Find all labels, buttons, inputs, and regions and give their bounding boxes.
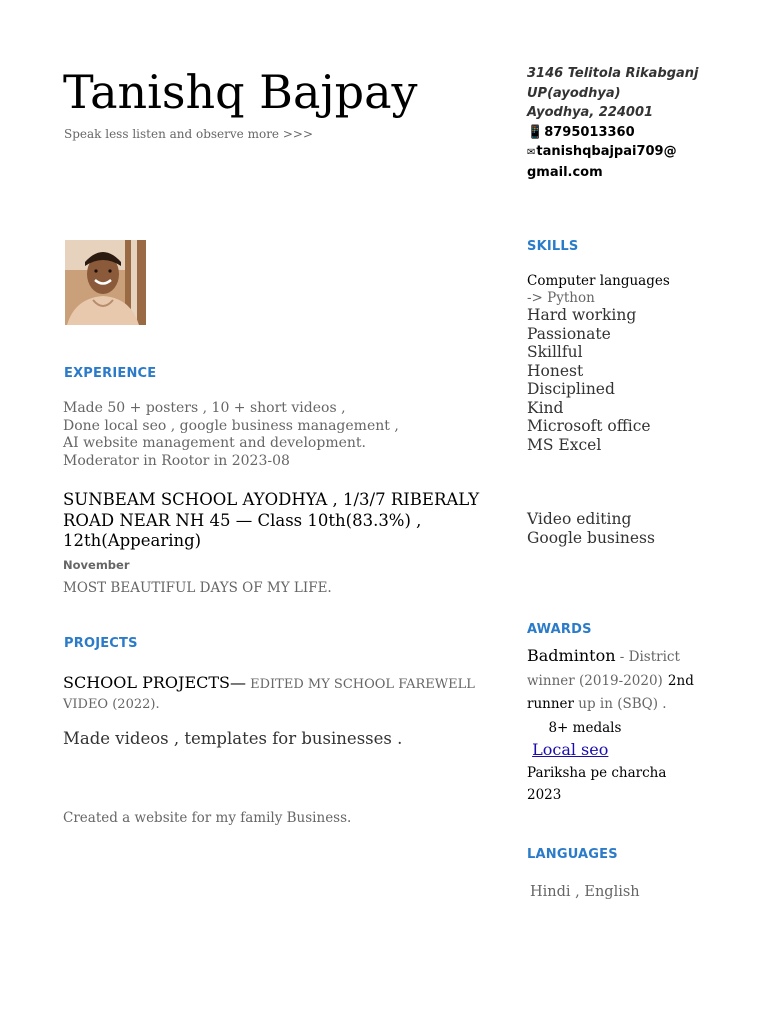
skill-item: Honest (527, 361, 584, 380)
award-pariksha: Pariksha pe charcha 2023 (527, 765, 667, 803)
candidate-name: Tanishq Bajpay (63, 65, 418, 119)
skill-item: Skillful (527, 343, 583, 361)
skills-list (527, 272, 727, 454)
contact-block (527, 64, 707, 182)
award-district: - District winner (527, 649, 680, 689)
skill-item: Microsoft office (527, 417, 651, 435)
skill-item: Kind (527, 398, 564, 417)
address-line-1: 3146 Telitola Rikabganj (527, 66, 699, 81)
address-line-3: Ayodhya, 224001 (527, 105, 654, 120)
skill-item: Hard working (527, 306, 637, 324)
experience-line: AI website management and development. (63, 435, 366, 452)
school-date: November (63, 558, 130, 572)
phone-row (527, 123, 707, 143)
skill-item: Video editing (527, 510, 632, 528)
project-title-bold: SCHOOL PROJECTS— (63, 673, 246, 692)
email-line-1: tanishqbajpai709@ (536, 144, 677, 159)
award-runner-detail: up in (SBQ) . (573, 696, 667, 712)
experience-line: Made 50 + posters , 10 + short videos , (63, 400, 346, 416)
experience-list (63, 400, 483, 470)
profile-photo-icon (65, 240, 146, 325)
projects-heading: PROJECTS (64, 636, 138, 651)
languages-heading: LANGUAGES (527, 847, 618, 862)
experience-heading: EXPERIENCE (64, 366, 157, 381)
skill-item: Disciplined (527, 380, 615, 398)
project-title-detail: EDITED MY SCHOOL FAREWELL VIDEO (2022). (63, 677, 475, 712)
skill-item: Google business (527, 529, 655, 547)
award-medals: 8+ medals (527, 719, 622, 736)
phone-number: 8795013360 (544, 124, 635, 140)
skills-heading: SKILLS (527, 239, 579, 254)
skill-item: Passionate (527, 324, 611, 343)
tagline: Speak less listen and observe more >>> (64, 127, 314, 141)
skill-python: -> Python (527, 290, 595, 306)
experience-line: Moderator in Rootor in 2023-08 (63, 452, 290, 469)
awards-heading: AWARDS (527, 622, 592, 637)
languages-list: Hindi , English (530, 884, 640, 900)
email-row (527, 142, 707, 163)
project-title (63, 674, 483, 714)
experience-line: Done local seo , google business management , (63, 417, 399, 434)
award-runner: 2nd runner (527, 672, 694, 712)
address-line-2: UP(ayodhya) (527, 85, 621, 101)
local-seo-link[interactable]: Local seo (532, 740, 609, 759)
school-note: MOST BEAUTIFUL DAYS OF MY LIFE. (63, 580, 332, 596)
award-years: (2019-2020) (574, 672, 663, 689)
mail-icon: ✉ (527, 147, 536, 158)
awards-block (527, 645, 702, 762)
project-videos-line: Made videos , templates for businesses . (63, 729, 403, 748)
extra-skills (527, 510, 727, 548)
phone-icon: 📱 (527, 124, 544, 140)
profile-photo (65, 240, 146, 325)
school-title: SUNBEAM SCHOOL AYODHYA , 1/3/7 RIBERALY ROAD NEAR NH 45 — Class 10th(83.3%) , 12th(Appearing) (63, 490, 480, 550)
skill-item: MS Excel (527, 435, 602, 454)
skill-computer-languages: Computer languages (527, 273, 670, 289)
award-badminton: Badminton (527, 646, 616, 665)
email-line-2: gmail.com (527, 164, 603, 180)
project-website-line: Created a website for my family Business. (63, 810, 352, 826)
